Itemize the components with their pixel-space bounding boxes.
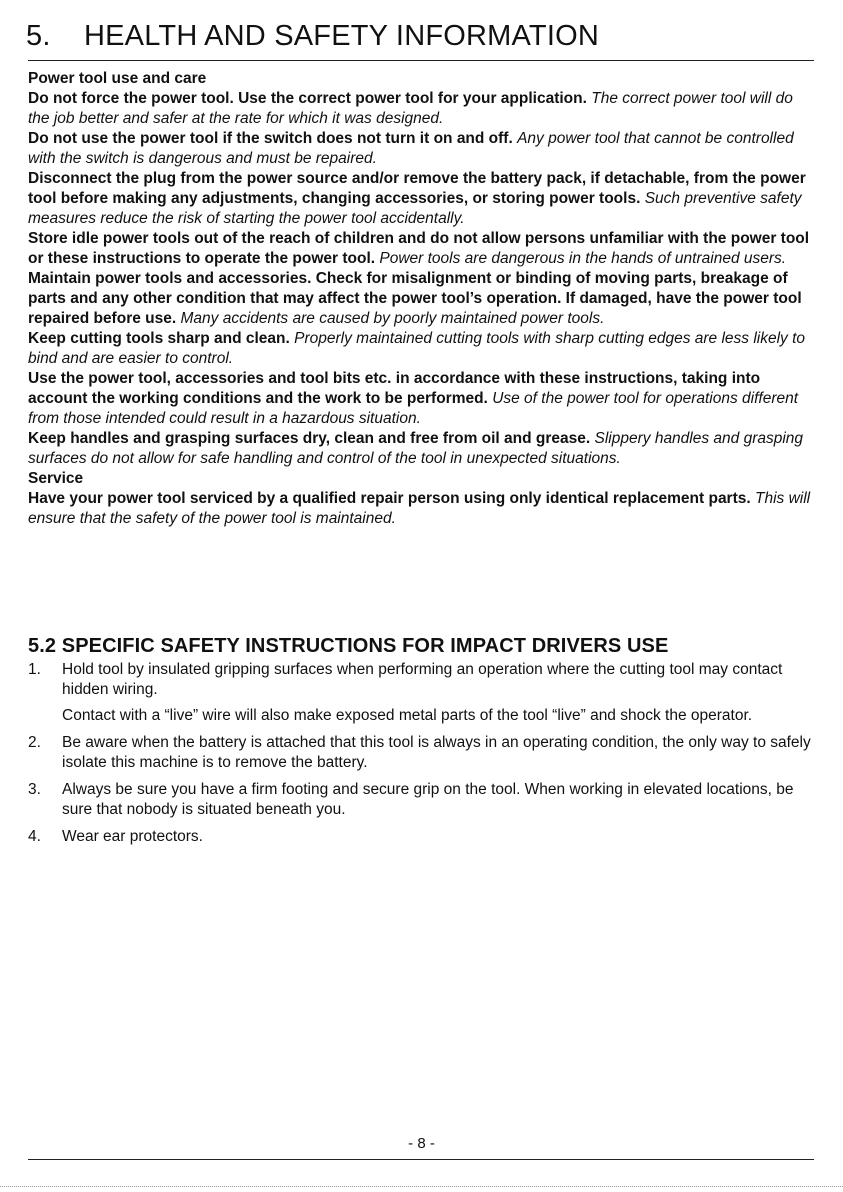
specific-safety-list	[28, 660, 815, 854]
list-item	[28, 733, 815, 773]
manual-page	[28, 0, 815, 1192]
list-item-text: Be aware when the battery is attached that this tool is always in an operating condition, the only way to safely isolate this machine is to remove the battery.	[62, 734, 811, 771]
list-item	[28, 660, 815, 726]
header-divider	[28, 60, 814, 61]
list-item	[28, 827, 815, 847]
safety-item: Keep cutting tools sharp and clean. Properly maintained cutting tools with sharp cutting edges are less likely to bind and are easier to control.	[28, 330, 806, 367]
specific-safety-heading: 5.2 SPECIFIC SAFETY INSTRUCTIONS FOR IMPACT DRIVERS USE	[28, 635, 669, 657]
list-item-subtext: Contact with a “live” wire will also make exposed metal parts of the tool “live” and shock the operator.	[62, 707, 753, 724]
list-item-text: Always be sure you have a firm footing and secure grip on the tool. When working in elevated locations, be sure that nobody is situated beneath you.	[62, 781, 794, 818]
safety-item: Use the power tool, accessories and tool bits etc. in accordance with these instructions, taking into account the working conditions and the work to be performed. Use of the power tool for operations different from those intended could result in a hazardous situation.	[28, 370, 799, 427]
safety-item: Do not use the power tool if the switch does not turn it on and off. Any power tool that cannot be controlled with the switch is dangerous and must be repaired.	[28, 130, 794, 167]
safety-item: Store idle power tools out of the reach of children and do not allow persons unfamiliar with the power tool or these instructions to operate the power tool. Power tools are dangerous in the hands of untrained users.	[28, 230, 810, 267]
safety-item: Maintain power tools and accessories. Check for misalignment or binding of moving parts, breakage of parts and any other condition that may affect the power tool’s operation. If damaged, have the power tool repaired before use. Many accidents are caused by poorly maintained power tools.	[28, 270, 802, 327]
list-item-number: 1.	[28, 661, 41, 678]
page-number: - 8 -	[408, 1135, 435, 1152]
footer-divider	[28, 1159, 814, 1160]
subheading-use-care: Power tool use and care	[28, 70, 207, 87]
list-item	[28, 780, 815, 820]
subheading-service: Service	[28, 470, 84, 487]
safety-item: Keep handles and grasping surfaces dry, clean and free from oil and grease. Slippery handles and grasping surfaces do not allow for safe handling and control of the tool in unexpected situations.	[28, 430, 804, 467]
service-item: Have your power tool serviced by a qualified repair person using only identical replacement parts. This will ensure that the safety of the power tool is maintained.	[28, 490, 811, 527]
section-title-text: HEALTH AND SAFETY INFORMATION	[84, 20, 599, 52]
scan-edge-line	[0, 1186, 843, 1187]
section-number: 5.	[26, 20, 51, 52]
general-safety-block	[28, 69, 815, 529]
list-item-number: 2.	[28, 734, 41, 751]
list-item-number: 3.	[28, 781, 41, 798]
safety-item: Disconnect the plug from the power source and/or remove the battery pack, if detachable, from the power tool before making any adjustments, changing accessories, or storing power tools. Such preventive safety measures reduce the risk of starting the power tool accidentally.	[28, 170, 806, 227]
safety-item: Do not force the power tool. Use the correct power tool for your application. The correct power tool will do the job better and safer at the rate for which it was designed.	[28, 90, 793, 127]
section-title	[26, 20, 599, 53]
list-item-text: Wear ear protectors.	[62, 828, 203, 845]
list-item-text: Hold tool by insulated gripping surfaces when performing an operation where the cutting tool may contact hidden wiring.	[62, 661, 783, 698]
list-item-number: 4.	[28, 828, 41, 845]
